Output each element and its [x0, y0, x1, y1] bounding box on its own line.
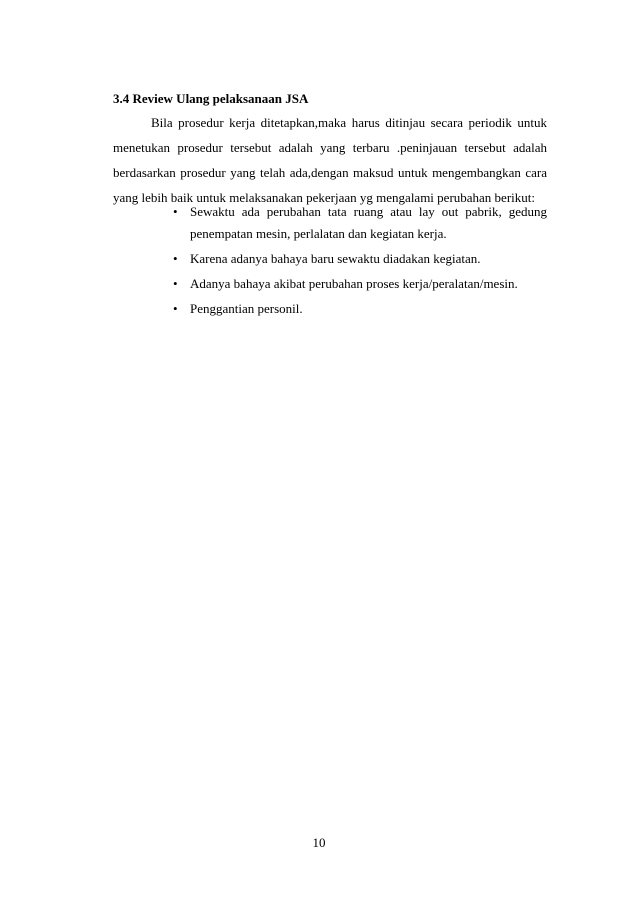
body-paragraph: Bila prosedur kerja ditetapkan,maka harus ditinjau secara periodik untuk menetukan prosedur tersebut adalah yang terbaru .peninjauan tersebut adalah berdasarkan prosedur yang telah ada,dengan maksud untuk mengembangkan cara yang lebih baik untuk melaksanakan pekerjaan yg mengalami perubahan berikut:	[113, 115, 547, 205]
list-item-text: Karena adanya bahaya baru sewaktu diadakan kegiatan.	[190, 251, 481, 266]
section-heading: 3.4 Review Ulang pelaksanaan JSA	[113, 91, 309, 106]
bullet-icon: •	[173, 301, 178, 316]
list-item	[173, 298, 547, 320]
list-item	[173, 248, 547, 270]
list-item-text: Penggantian personil.	[190, 301, 303, 316]
bullet-icon: •	[173, 276, 178, 291]
bullet-list	[173, 201, 547, 323]
list-item	[173, 201, 547, 245]
bullet-icon: •	[173, 204, 178, 219]
page-number: 10	[312, 835, 326, 850]
list-item	[173, 273, 547, 295]
list-item-text: Sewaktu ada perubahan tata ruang atau lay out pabrik, gedung penempatan mesin, perlalatan dan kegiatan kerja.	[190, 204, 547, 241]
list-item-text: Adanya bahaya akibat perubahan proses kerja/peralatan/mesin.	[190, 276, 518, 291]
bullet-icon: •	[173, 251, 178, 266]
